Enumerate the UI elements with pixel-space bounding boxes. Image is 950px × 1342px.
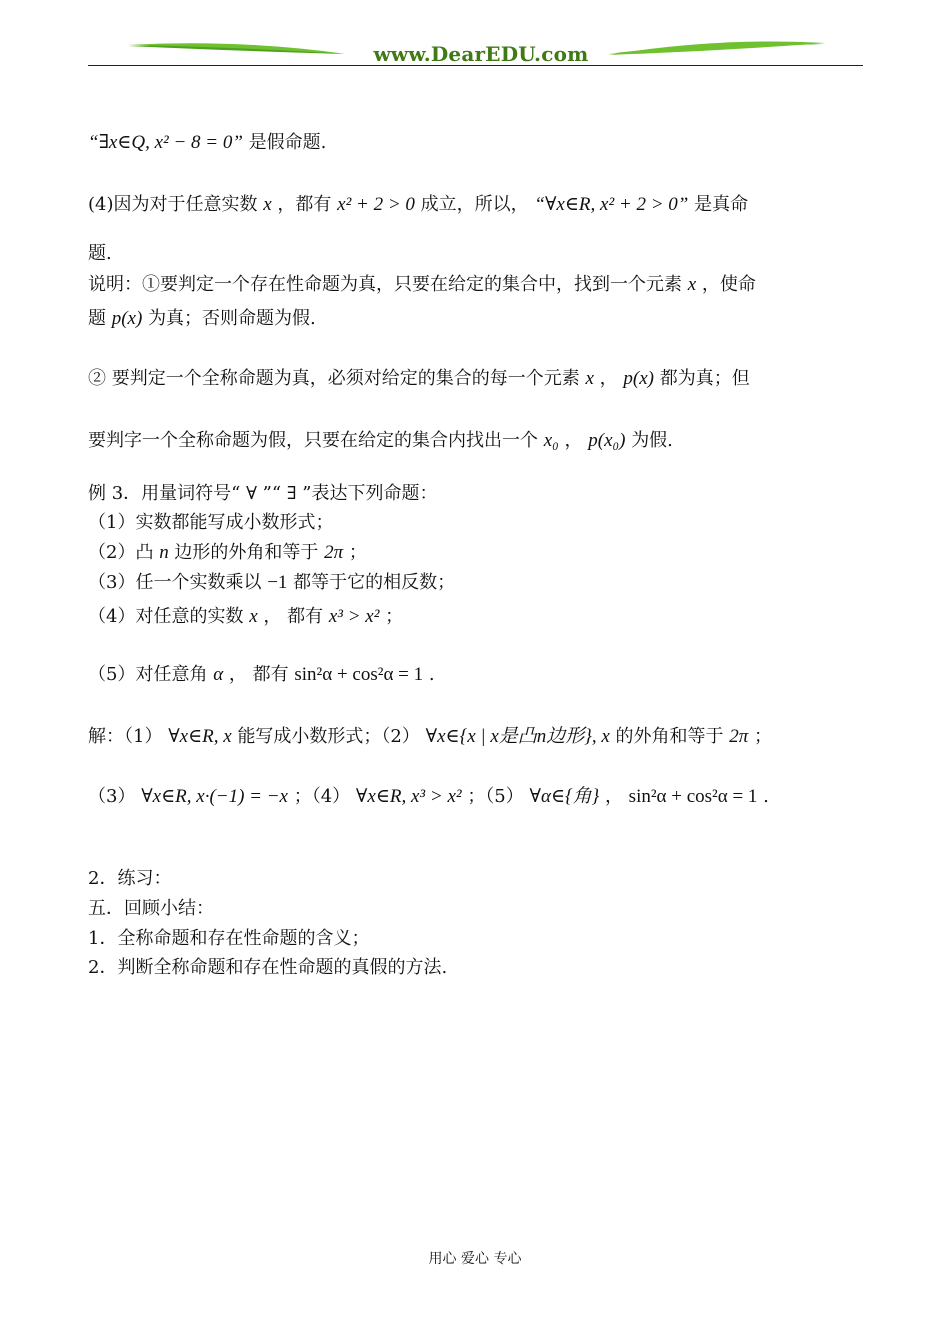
solution-line-2: [88, 786, 769, 809]
text: 成立，所以，: [420, 194, 529, 215]
example-3-heading: 例 3．用量词符号“ ∀ ”“ ∃ ”表达下列命题：: [88, 483, 438, 504]
text: 能写成小数形式；（2）: [237, 726, 420, 747]
formula: “∀x∈R, x² + 2 > 0”: [534, 194, 689, 215]
text: ，使命: [701, 274, 756, 295]
formula: 2π: [324, 542, 344, 563]
formula: x³ > x²: [328, 606, 380, 627]
text: (4)因为对于任意实数: [88, 194, 258, 215]
text: ，: [604, 786, 623, 807]
formula: sin²α + cos²α = 1: [628, 786, 758, 807]
line-2: [88, 194, 748, 217]
line-6: [88, 368, 750, 391]
summary-heading: 五．回顾小结：: [88, 898, 214, 919]
var: α: [213, 664, 224, 685]
text: ；（4）: [293, 786, 351, 807]
site-logo-text: www.DearEDU.com: [373, 42, 589, 66]
text: 说明：①要判定一个存在性命题为真，只要在给定的集合中，找到一个元素: [88, 274, 682, 295]
practice-heading: 2．练习：: [88, 868, 172, 889]
text: 都等于它的相反数；: [293, 572, 456, 593]
text: ；: [385, 606, 404, 627]
formula: ∀x∈R, x: [168, 726, 232, 747]
summary-item-2: 2．判断全称命题和存在性命题的真假的方法.: [88, 957, 448, 978]
text: .: [763, 786, 769, 807]
text: （3）: [88, 786, 136, 807]
formula: x² + 2 > 0: [337, 194, 415, 215]
text: ，: [564, 430, 583, 451]
var: x₀: [543, 430, 559, 451]
text: 题: [88, 308, 106, 329]
formula: ∀α∈{角}: [529, 786, 600, 807]
text: 为真；否则命题为假.: [148, 308, 316, 329]
line-5: [88, 308, 316, 331]
text: （3）任一个实数乘以: [88, 572, 262, 593]
item-5: [88, 664, 435, 687]
text: ；: [754, 726, 773, 747]
line-4: [88, 274, 756, 297]
text: 是真命: [694, 194, 749, 215]
var: x: [249, 606, 258, 627]
formula: p(x): [623, 368, 654, 389]
text: ；（5）: [467, 786, 524, 807]
text: ， 都有: [263, 606, 324, 627]
var: x: [687, 274, 697, 295]
formula: ∀x∈{x | x是凸n边形}, x: [425, 726, 610, 747]
formula: 2π: [729, 726, 749, 747]
text: （4）对任意的实数: [88, 606, 244, 627]
text: ；: [348, 542, 367, 563]
text: 是假命题.: [248, 132, 327, 153]
text: 的外角和等于: [615, 726, 724, 747]
site-header: [88, 38, 863, 68]
text: （2）凸: [88, 542, 154, 563]
formula: p(x): [111, 308, 143, 329]
var: n: [159, 542, 169, 563]
line-7: [88, 430, 673, 453]
text: 边形的外角和等于: [174, 542, 319, 563]
summary-item-1: 1．全称命题和存在性命题的含义；: [88, 928, 370, 949]
text: ② 要判定一个全称命题为真，必须对给定的集合的每一个元素: [88, 368, 580, 389]
line-1: [88, 132, 326, 155]
item-4: [88, 606, 403, 629]
formula: ∀x∈R, x·(−1) = −x: [141, 786, 288, 807]
text: ，都有: [277, 194, 332, 215]
text: ， 都有: [228, 664, 289, 685]
text: 都为真；但: [659, 368, 750, 389]
text: ，: [599, 368, 618, 389]
formula: −1: [267, 572, 288, 593]
page-footer: 用心 爱心 专心: [428, 1251, 522, 1267]
var: x: [585, 368, 594, 389]
text: 为假.: [631, 430, 673, 451]
text: .: [428, 664, 435, 685]
formula: sin²α + cos²α = 1: [294, 664, 424, 685]
line-3: 题.: [88, 243, 112, 264]
text: （5）对任意角: [88, 664, 208, 685]
text: 要判字一个全称命题为假，只要在给定的集合内找出一个: [88, 430, 538, 451]
formula: ∀x∈R, x³ > x²: [355, 786, 462, 807]
solution-line-1: [88, 726, 772, 749]
item-1: （1）实数都能写成小数形式；: [88, 512, 334, 533]
text: 解：（1）: [88, 726, 163, 747]
item-3: [88, 572, 455, 595]
item-2: [88, 542, 367, 565]
formula: p(x₀): [588, 430, 626, 451]
formula: “∃x∈Q, x² − 8 = 0”: [88, 132, 243, 153]
var: x: [263, 194, 272, 215]
header-rule: [88, 65, 863, 66]
